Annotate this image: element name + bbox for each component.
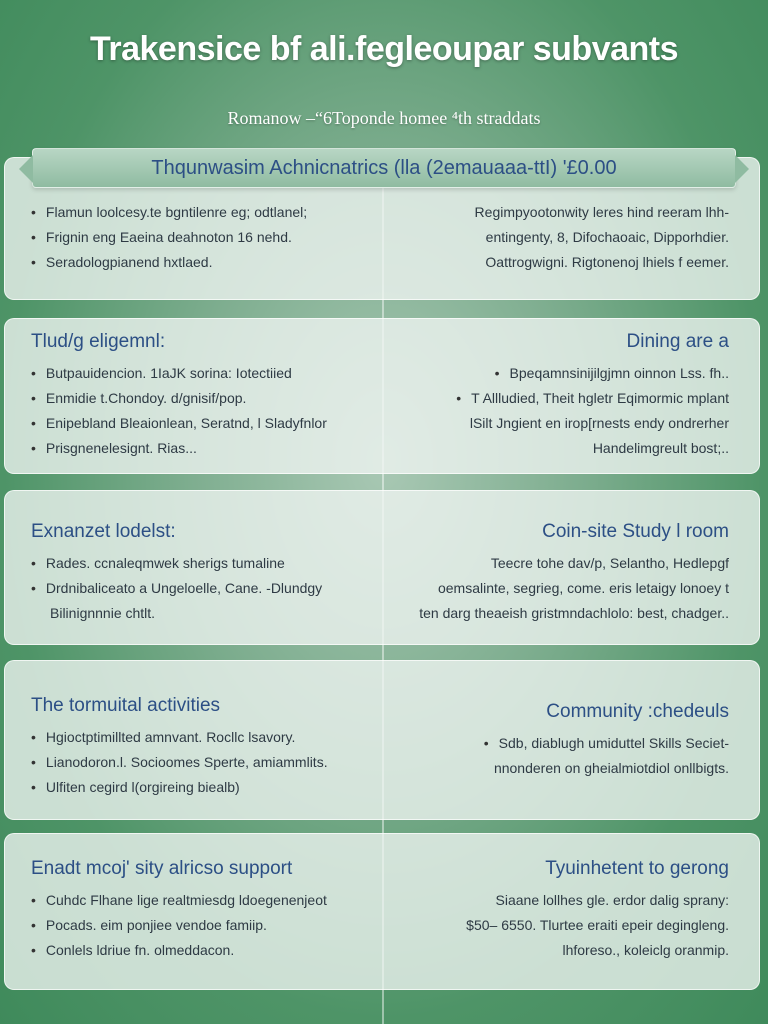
- section-heading: Exnanzet lodelst:: [31, 521, 176, 542]
- list-item: • Butpauidencion. 1IaJK sorina: Iotectiied: [31, 361, 383, 386]
- section-heading: Enadt mcoj' sity alricso support: [31, 858, 293, 879]
- list-item: • Rades. ccnaleqmwek sherigs tumaline: [31, 551, 383, 576]
- list-item: Oattrogwigni. Rigtonenoj lhiels f eemer.: [485, 254, 729, 270]
- list-item: • Hgioctptimillted amnvant. Rocllc lsavory.: [31, 725, 383, 750]
- list-item: • Pocads. eim ponjiee vendoe famiip.: [31, 913, 383, 938]
- list-item: • Sdb, diablugh umiduttel Skills Seciet-: [377, 731, 729, 756]
- card-dining-right: [377, 329, 729, 461]
- section-heading: Dining are a: [626, 331, 729, 352]
- list-item: ten darg theaeish gristmndachlolo: best, chadger..: [419, 605, 729, 621]
- card-study-room-right: [377, 519, 729, 626]
- section-heading: The tormuital activities: [31, 695, 221, 716]
- list-item: Handelimgreult bost;..: [592, 440, 729, 456]
- banner-text: Thqunwasim Achnicnatrics (lla (2emauaaa-ttI) '£0.00: [151, 156, 617, 179]
- card-expenses-left: [31, 519, 383, 626]
- section-heading: Community :chedeuls: [546, 701, 729, 722]
- card-activities-left: [31, 693, 383, 800]
- card-study-dining: [4, 318, 760, 474]
- list-item: Regimpyootonwity leres hind reeram lhh-: [474, 204, 729, 220]
- card-support-getting-along: [4, 833, 760, 990]
- card-community-right: [377, 699, 729, 781]
- page-subtitle: Romanow –“6Toponde homee ⁴th straddats: [227, 108, 541, 128]
- list-item: • Prisgnenelesignt. Rias...: [31, 436, 383, 461]
- card-activities-community: [4, 660, 760, 820]
- card-study-left: [31, 329, 383, 461]
- list-item: entingenty, 8, Difochaoaic, Dipporhdier.: [485, 229, 729, 245]
- list-item: • T Allludied, Theit hgletr Eqimormic mplant: [377, 386, 729, 411]
- section-heading: Coin-site Study l room: [542, 521, 729, 542]
- list-item: • Frignin eng Eaeina deahnoton 16 nehd.: [31, 225, 383, 250]
- list-item: • Cuhdc Flhane lige realtmiesdg ldoegenenjeot: [31, 888, 383, 913]
- list-item: • Bpeqamnsinijilgjmn oinnon Lss. fh..: [377, 361, 729, 386]
- list-item: Bilinignnnie chtlt.: [50, 605, 156, 621]
- card-overview-left: [31, 200, 383, 275]
- list-item: • Ulfiten cegird l(orgireing biealb): [31, 775, 383, 800]
- list-item: • Drdnibaliceato a Ungeloelle, Cane. -Dlundgy: [31, 576, 383, 601]
- section-heading: Tlud/g eligemnl:: [31, 331, 166, 352]
- list-item: lhforeso., koleiclg oranmip.: [562, 942, 729, 958]
- card-getting-along-right: [377, 856, 729, 963]
- card-support-left: [31, 856, 383, 963]
- list-item: • Lianodoron.l. Socioomes Sperte, amiammlits.: [31, 750, 383, 775]
- section-heading: Tyuinhetent to gerong: [545, 858, 729, 879]
- list-item: • Enmidie t.Chondoy. d/gnisif/pop.: [31, 386, 383, 411]
- list-item: lSilt Jngient en irop[rnests endy ondrerher: [469, 415, 729, 431]
- list-item: nnonderen on gheialmiotdiol onllbigts.: [493, 760, 729, 776]
- list-item: oemsalinte, segrieg, come. eris letaigy lonoey t: [437, 580, 729, 596]
- list-item: • Enipebland Bleaionlean, Seratnd, l Sladyfnlor: [31, 411, 383, 436]
- card-expenses-study-room: [4, 490, 760, 645]
- list-item: • Conlels ldriue fn. olmeddacon.: [31, 938, 383, 963]
- section-banner: [32, 148, 736, 188]
- card-overview-right: [377, 200, 729, 275]
- list-item: Teecre tohe dav/p, Selantho, Hedlepgf: [490, 555, 729, 571]
- list-item: $50– 6550. Tlurtee eraiti epeir degingleng.: [466, 917, 729, 933]
- list-item: • Seradologpianend hxtlaed.: [31, 250, 383, 275]
- page-title: Trakensice bf ali.fegleoupar subvants: [89, 30, 679, 68]
- list-item: • Flamun loolcesy.te bgntilenre eg; odtlanel;: [31, 200, 383, 225]
- list-item: Siaane lollhes gle. erdor dalig sprany:: [495, 892, 729, 908]
